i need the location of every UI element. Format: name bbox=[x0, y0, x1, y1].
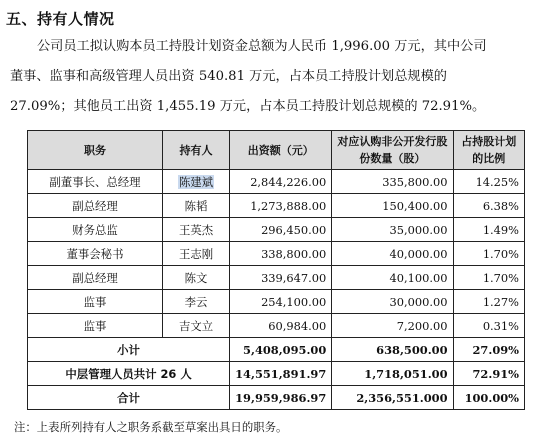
cell-shares: 150,400.00 bbox=[332, 194, 453, 218]
subtotal-row bbox=[28, 338, 525, 362]
cell-holder: 李云 bbox=[162, 290, 229, 314]
cell-holder: 王志刚 bbox=[162, 242, 229, 266]
table-footnote: 注：上表所列持有人之职务系截至草案出具日的职务。 bbox=[14, 420, 288, 434]
cell-holder bbox=[162, 170, 229, 194]
subtotal-shares: 638,500.00 bbox=[332, 338, 453, 362]
cell-holder: 吉文立 bbox=[162, 314, 229, 338]
paragraph-line-2: 董事、监事和高级管理人员出资 540.81 万元，占本员工持股计划总规模的 bbox=[10, 69, 447, 84]
cell-amount: 2,844,226.00 bbox=[230, 170, 332, 194]
cell-ratio: 1.49% bbox=[453, 218, 524, 242]
cell-ratio: 14.25% bbox=[453, 170, 524, 194]
cell-holder: 王英杰 bbox=[162, 218, 229, 242]
cell-shares: 35,000.00 bbox=[332, 218, 453, 242]
header-shares: 对应认购非公开发行股份数量（股） bbox=[332, 131, 453, 170]
section-title: 五、持有人情况 bbox=[6, 10, 115, 28]
holders-table bbox=[27, 130, 525, 410]
selected-text[interactable]: 陈建斌 bbox=[178, 174, 214, 189]
cell-amount: 296,450.00 bbox=[230, 218, 332, 242]
table-row bbox=[28, 218, 525, 242]
cell-ratio: 1.70% bbox=[453, 242, 524, 266]
total-label: 合计 bbox=[28, 386, 230, 410]
middle-mgmt-label: 中层管理人员共计 26 人 bbox=[28, 362, 230, 386]
cell-position: 财务总监 bbox=[28, 218, 163, 242]
cell-position: 副总经理 bbox=[28, 194, 163, 218]
total-amount: 19,959,986.97 bbox=[230, 386, 332, 410]
cell-ratio: 1.27% bbox=[453, 290, 524, 314]
header-amount: 出资额（元） bbox=[230, 131, 332, 170]
header-position: 职务 bbox=[28, 131, 163, 170]
cell-ratio: 0.31% bbox=[453, 314, 524, 338]
table-row bbox=[28, 314, 525, 338]
cell-position: 副董事长、总经理 bbox=[28, 170, 163, 194]
cell-amount: 254,100.00 bbox=[230, 290, 332, 314]
cell-shares: 335,800.00 bbox=[332, 170, 453, 194]
cell-amount: 60,984.00 bbox=[230, 314, 332, 338]
cell-shares: 40,000.00 bbox=[332, 242, 453, 266]
middle-mgmt-row bbox=[28, 362, 525, 386]
cell-shares: 30,000.00 bbox=[332, 290, 453, 314]
cell-position: 监事 bbox=[28, 314, 163, 338]
subtotal-amount: 5,408,095.00 bbox=[230, 338, 332, 362]
total-row bbox=[28, 386, 525, 410]
cell-holder: 陈韬 bbox=[162, 194, 229, 218]
table-row bbox=[28, 242, 525, 266]
cell-holder: 陈文 bbox=[162, 266, 229, 290]
summary-paragraph bbox=[10, 32, 546, 122]
table-row bbox=[28, 194, 525, 218]
middle-mgmt-amount: 14,551,891.97 bbox=[230, 362, 332, 386]
header-ratio: 占持股计划的比例 bbox=[453, 131, 524, 170]
table-header-row bbox=[28, 131, 525, 170]
cell-ratio: 6.38% bbox=[453, 194, 524, 218]
cell-amount: 1,273,888.00 bbox=[230, 194, 332, 218]
table-row bbox=[28, 290, 525, 314]
total-shares: 2,356,551.000 bbox=[332, 386, 453, 410]
table-row bbox=[28, 266, 525, 290]
cell-position: 副总经理 bbox=[28, 266, 163, 290]
table-row bbox=[28, 170, 525, 194]
cell-amount: 338,800.00 bbox=[230, 242, 332, 266]
cell-position: 监事 bbox=[28, 290, 163, 314]
cell-position: 董事会秘书 bbox=[28, 242, 163, 266]
paragraph-line-1: 公司员工拟认购本员工持股计划资金总额为人民币 1,996.00 万元，其中公司 bbox=[37, 39, 487, 54]
cell-shares: 7,200.00 bbox=[332, 314, 453, 338]
header-holder: 持有人 bbox=[162, 131, 229, 170]
middle-mgmt-shares: 1,718,051.00 bbox=[332, 362, 453, 386]
subtotal-ratio: 27.09% bbox=[453, 338, 524, 362]
cell-ratio: 1.70% bbox=[453, 266, 524, 290]
subtotal-label: 小计 bbox=[28, 338, 230, 362]
cell-shares: 40,100.00 bbox=[332, 266, 453, 290]
middle-mgmt-ratio: 72.91% bbox=[453, 362, 524, 386]
total-ratio: 100.00% bbox=[453, 386, 524, 410]
paragraph-line-3: 27.09%；其他员工出资 1,455.19 万元，占本员工持股计划总规模的 72.91%。 bbox=[10, 99, 486, 114]
cell-amount: 339,647.00 bbox=[230, 266, 332, 290]
